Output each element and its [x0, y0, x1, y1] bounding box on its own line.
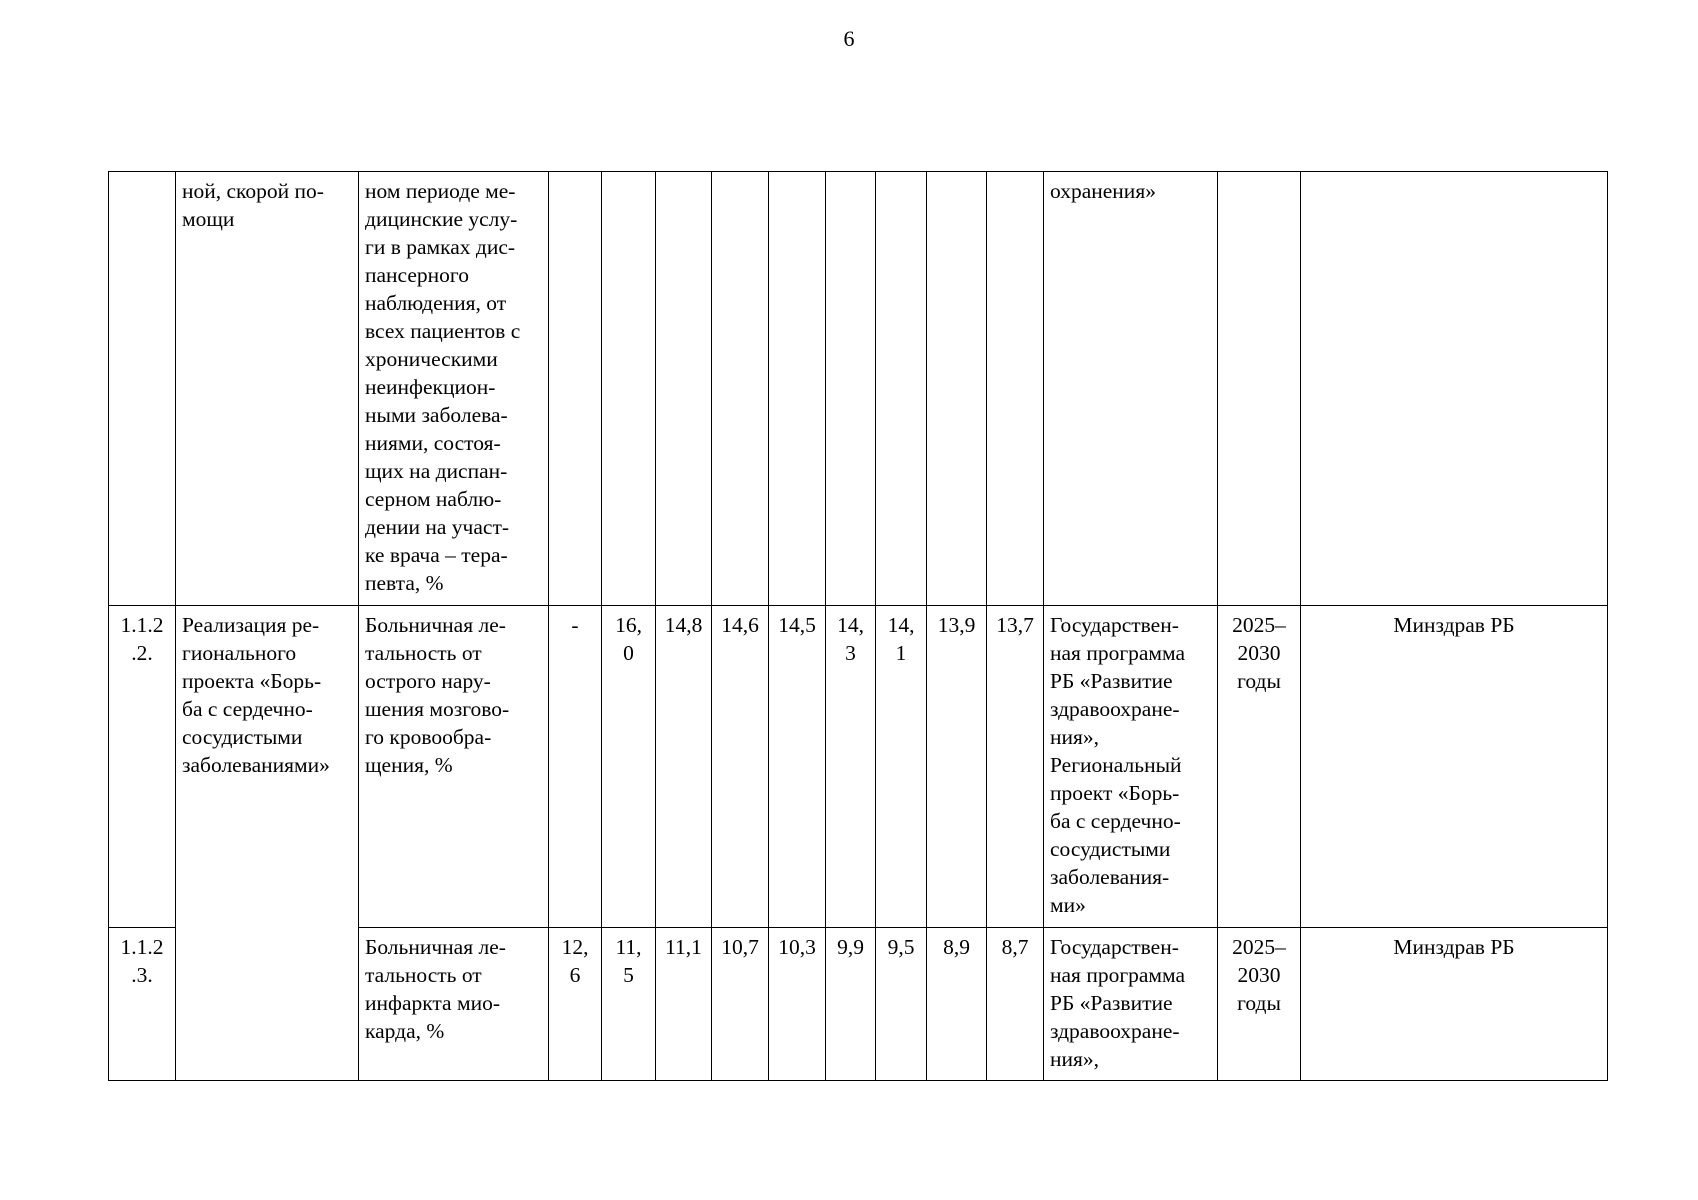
value-cell [987, 172, 1044, 606]
page-number: 6 [843, 26, 855, 51]
value-cell: 10,7 [712, 928, 769, 1081]
value-cell: 8,7 [987, 928, 1044, 1081]
value-cell: 9,5 [876, 928, 927, 1081]
executor-cell [1301, 172, 1608, 606]
value-cell [927, 172, 987, 606]
value-cell: 8,9 [927, 928, 987, 1081]
table-row [109, 606, 1608, 928]
indicator-cell: Больничная ле- тальность от инфаркта мио- карда, % [359, 928, 549, 1081]
value-cell [549, 172, 602, 606]
row-number-cell [109, 172, 176, 606]
value-cell: 13,7 [987, 606, 1044, 928]
value-cell [712, 172, 769, 606]
executor-cell: Минздрав РБ [1301, 928, 1608, 1081]
indicator-cell: ном периоде ме- дицинские услу- ги в рамках дис- пансерного наблюдения, от всех пациентов с хроническими неинфекцион- ными заболева- ниями, состоя- щих на диспан- серном наблю- дении на участ- ке врача – тера- певта, % [359, 172, 549, 606]
value-cell: 14, 3 [826, 606, 876, 928]
years-cell [1218, 172, 1301, 606]
value-cell [769, 172, 826, 606]
measure-cell: Реализация ре- гионального проекта «Борь- ба с сердечно- сосудистыми заболеваниями» [176, 606, 359, 1081]
measures-table [108, 171, 1608, 1081]
row-number-cell: 1.1.2 .2. [109, 606, 176, 928]
value-cell [656, 172, 712, 606]
value-cell [826, 172, 876, 606]
value-cell [876, 172, 927, 606]
measure-cell: ной, скорой по- мощи [176, 172, 359, 606]
value-cell: 10,3 [769, 928, 826, 1081]
value-cell: 9,9 [826, 928, 876, 1081]
value-cell: 13,9 [927, 606, 987, 928]
value-cell: 11,1 [656, 928, 712, 1081]
years-cell: 2025– 2030 годы [1218, 928, 1301, 1081]
table-row [109, 172, 1608, 606]
value-cell: 14,8 [656, 606, 712, 928]
source-program-cell: охранения» [1044, 172, 1218, 606]
value-cell [602, 172, 656, 606]
executor-cell: Минздрав РБ [1301, 606, 1608, 928]
indicator-cell: Больничная ле- тальность от острого нару- шения мозгово- го кровообра- щения, % [359, 606, 549, 928]
value-cell: 12, 6 [549, 928, 602, 1081]
value-cell: 14,6 [712, 606, 769, 928]
value-cell: 14,5 [769, 606, 826, 928]
row-number-cell: 1.1.2 .3. [109, 928, 176, 1081]
source-program-cell: Государствен- ная программа РБ «Развитие здравоохране- ния», Региональный проект «Борь- ба с сердечно- сосудистыми заболевания- ми» [1044, 606, 1218, 928]
value-cell: 14, 1 [876, 606, 927, 928]
value-cell: - [549, 606, 602, 928]
value-cell: 11, 5 [602, 928, 656, 1081]
years-cell: 2025– 2030 годы [1218, 606, 1301, 928]
source-program-cell: Государствен- ная программа РБ «Развитие здравоохране- ния», [1044, 928, 1218, 1081]
value-cell: 16, 0 [602, 606, 656, 928]
